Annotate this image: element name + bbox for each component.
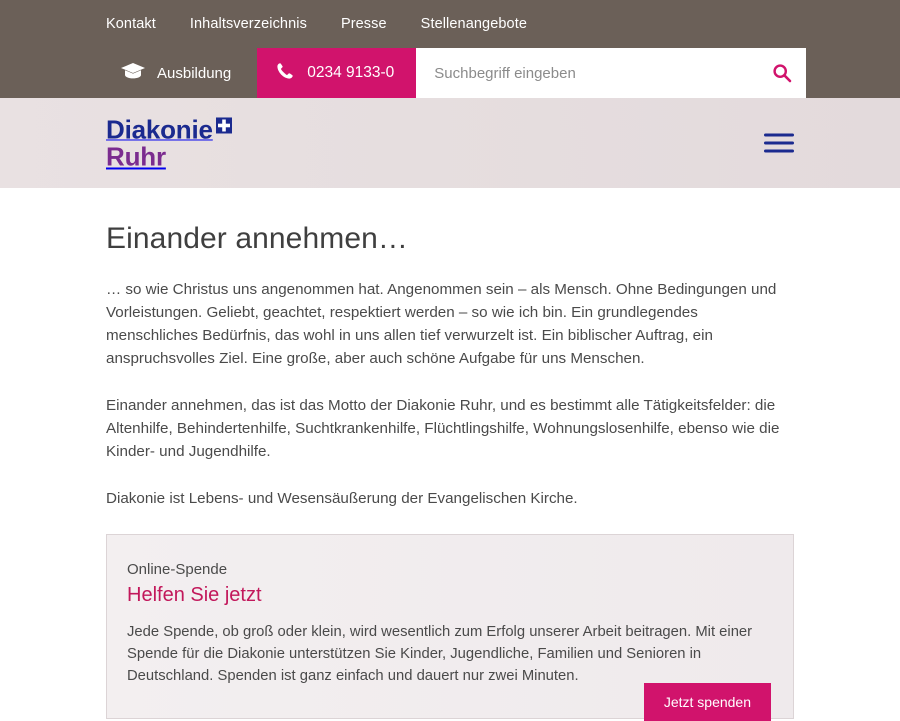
phone-number: 0234 9133-0 xyxy=(307,64,395,81)
donation-panel xyxy=(106,534,794,719)
burger-bar-2 xyxy=(764,142,794,145)
search-input[interactable] xyxy=(416,48,806,98)
top-bar xyxy=(0,0,900,98)
donation-text: Jede Spende, ob groß oder klein, wird wesentlich zum Erfolg unserer Arbeit beitragen. Mit einer Spende für die Diakonie unterstützen Sie Kinder, Jugendliche, Familien und Senioren in Deutschland. Spenden ist ganz einfach und dauert nur zwei Minuten. xyxy=(127,624,753,684)
site-logo[interactable] xyxy=(106,116,232,169)
logo-line-2: Ruhr xyxy=(106,141,166,171)
intro-paragraph-3: Diakonie ist Lebens- und Wesensäußerung der Evangelischen Kirche. xyxy=(106,490,578,507)
menu-burger-icon[interactable] xyxy=(764,129,794,158)
ausbildung-label: Ausbildung xyxy=(157,64,232,82)
donation-heading: Helfen Sie jetzt xyxy=(127,584,262,606)
ausbildung-link[interactable] xyxy=(106,48,257,98)
main-content xyxy=(0,222,900,719)
graduation-cap-icon xyxy=(120,62,146,84)
nav-item-stellenangebote[interactable]: Stellenangebote xyxy=(420,16,527,32)
burger-bar-1 xyxy=(764,134,794,137)
search-icon xyxy=(772,71,792,86)
search-button[interactable] xyxy=(772,63,792,83)
intro-paragraph-1: … so wie Christus uns angenommen hat. Angenommen sein – als Mensch. Ohne Bedingungen und Vorleistungen. Geliebt, geachtet, respektiert werden – so wie ich bin. Ein grundlegendes menschliches Bedürfnis, das wohl in uns allen tief verwurzelt ist. Ein biblischer Auftrag, ein anspruchsvolles Ziel. Eine große, aber auch schöne Aufgabe für uns Menschen. xyxy=(106,281,777,367)
donate-button[interactable]: Jetzt spenden xyxy=(644,683,771,721)
nav-item-presse[interactable]: Presse xyxy=(340,16,387,32)
logo-line-1: Diakonie xyxy=(106,114,213,145)
tool-row xyxy=(0,48,900,98)
search-box[interactable] xyxy=(416,48,806,98)
phone-icon xyxy=(275,61,295,86)
utility-nav xyxy=(0,0,900,48)
nav-item-inhaltsverzeichnis[interactable]: Inhaltsverzeichnis xyxy=(189,16,307,32)
burger-bar-3 xyxy=(764,150,794,153)
nav-item-kontakt[interactable]: Kontakt xyxy=(106,16,156,32)
logo-band xyxy=(0,98,900,188)
page-title: Einander annehmen… xyxy=(106,222,409,255)
cross-icon xyxy=(216,117,232,137)
donation-eyebrow: Online-Spende xyxy=(127,561,228,578)
intro-paragraph-2: Einander annehmen, das ist das Motto der Diakonie Ruhr, und es bestimmt alle Tätigkeitsfelder: die Altenhilfe, Behindertenhilfe, Suchtkrankenhilfe, Flüchtlingshilfe, Wohnungslosenhilfe, ebenso wie die Kinder- und Jugendhilfe. xyxy=(106,397,780,460)
phone-button[interactable] xyxy=(257,48,416,98)
